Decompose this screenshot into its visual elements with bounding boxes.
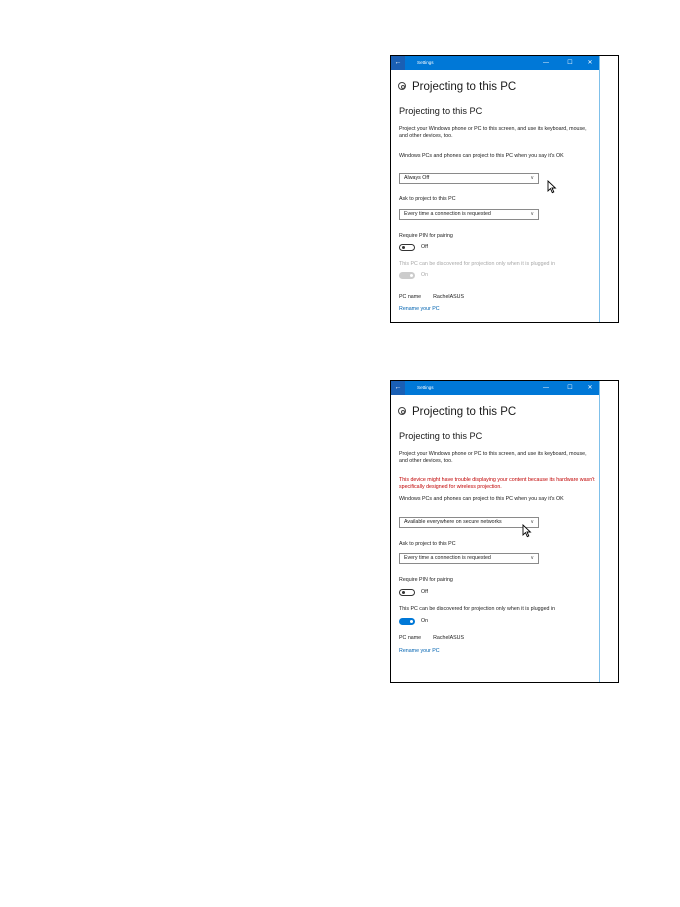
section-title: Projecting to this PC xyxy=(399,106,483,116)
pc-name-row xyxy=(399,635,464,641)
pin-toggle[interactable] xyxy=(399,244,415,251)
ask-dropdown[interactable] xyxy=(399,553,539,564)
chevron-down-icon: ∨ xyxy=(530,519,534,525)
settings-content xyxy=(391,70,599,322)
settings-window-2 xyxy=(390,380,619,683)
ask-dropdown-value: Every time a connection is requested xyxy=(404,211,491,217)
project-label: Windows PCs and phones can project to this PC when you say it's OK xyxy=(399,496,564,502)
maximize-icon[interactable]: ☐ xyxy=(567,60,573,66)
project-dropdown-value: Available everywhere on secure networks xyxy=(404,519,502,525)
project-dropdown-value: Always Off xyxy=(404,175,430,181)
pin-state: Off xyxy=(421,244,428,250)
section-title: Projecting to this PC xyxy=(399,431,483,441)
pin-label: Require PIN for pairing xyxy=(399,577,453,583)
page-header-text: Projecting to this PC xyxy=(412,81,517,93)
settings-window-1 xyxy=(390,55,619,323)
window-title: Settings xyxy=(417,60,434,65)
chevron-down-icon: ∨ xyxy=(530,211,534,217)
page-header xyxy=(398,406,516,418)
pin-label: Require PIN for pairing xyxy=(399,233,453,239)
page-header-text: Projecting to this PC xyxy=(412,406,517,418)
gear-icon xyxy=(398,407,406,415)
page-header xyxy=(398,81,516,93)
pin-state: Off xyxy=(421,589,428,595)
window-title: Settings xyxy=(417,385,434,390)
toggle-knob xyxy=(402,591,405,594)
close-icon[interactable]: ✕ xyxy=(587,60,593,66)
pc-name-value: RachelASUS xyxy=(433,294,465,300)
maximize-icon[interactable]: ☐ xyxy=(567,385,573,391)
close-icon[interactable]: ✕ xyxy=(587,385,593,391)
ask-dropdown-value: Every time a connection is requested xyxy=(404,555,491,561)
pc-name-row xyxy=(399,294,464,300)
plugged-label: This PC can be discovered for projection only when it is plugged in xyxy=(399,261,556,267)
chevron-down-icon: ∨ xyxy=(530,175,534,181)
ask-label: Ask to project to this PC xyxy=(399,541,456,547)
back-arrow-icon[interactable]: ← xyxy=(391,381,405,395)
window-edge xyxy=(599,381,600,682)
pc-name-label: PC name xyxy=(399,294,422,300)
ask-dropdown[interactable] xyxy=(399,209,539,220)
project-dropdown[interactable] xyxy=(399,517,539,528)
chevron-down-icon: ∨ xyxy=(530,555,534,561)
back-arrow-icon[interactable]: ← xyxy=(391,56,405,70)
settings-content xyxy=(391,395,599,682)
gear-icon xyxy=(398,82,406,90)
minimize-icon[interactable]: — xyxy=(543,385,549,391)
toggle-knob xyxy=(402,246,405,249)
plugged-toggle xyxy=(399,272,415,279)
mouse-pointer-icon xyxy=(522,524,532,543)
pc-name-label: PC name xyxy=(399,635,422,641)
minimize-icon[interactable]: — xyxy=(543,60,549,66)
plugged-toggle[interactable] xyxy=(399,618,415,625)
warning-text: This device might have trouble displaying your content because its hardware wasn't specifically designed for wireless projection. xyxy=(399,477,595,490)
plugged-label: This PC can be discovered for projection only when it is plugged in xyxy=(399,606,556,612)
rename-pc-link[interactable]: Rename your PC xyxy=(399,648,440,654)
project-label: Windows PCs and phones can project to this PC when you say it's OK xyxy=(399,153,564,159)
pc-name-value: RachelASUS xyxy=(433,635,465,641)
mouse-pointer-icon xyxy=(547,180,557,199)
title-bar xyxy=(391,381,600,395)
toggle-knob xyxy=(410,620,413,623)
rename-pc-link[interactable]: Rename your PC xyxy=(399,306,440,312)
pin-toggle[interactable] xyxy=(399,589,415,596)
title-bar xyxy=(391,56,600,70)
toggle-knob xyxy=(410,274,413,277)
ask-label: Ask to project to this PC xyxy=(399,196,456,202)
plugged-state: On xyxy=(421,272,429,278)
plugged-state: On xyxy=(421,618,429,624)
project-dropdown[interactable] xyxy=(399,173,539,184)
window-edge xyxy=(599,56,600,322)
intro-text: Project your Windows phone or PC to this screen, and use its keyboard, mouse, and other devices, too. xyxy=(399,126,587,139)
intro-text: Project your Windows phone or PC to this screen, and use its keyboard, mouse, and other devices, too. xyxy=(399,451,587,464)
